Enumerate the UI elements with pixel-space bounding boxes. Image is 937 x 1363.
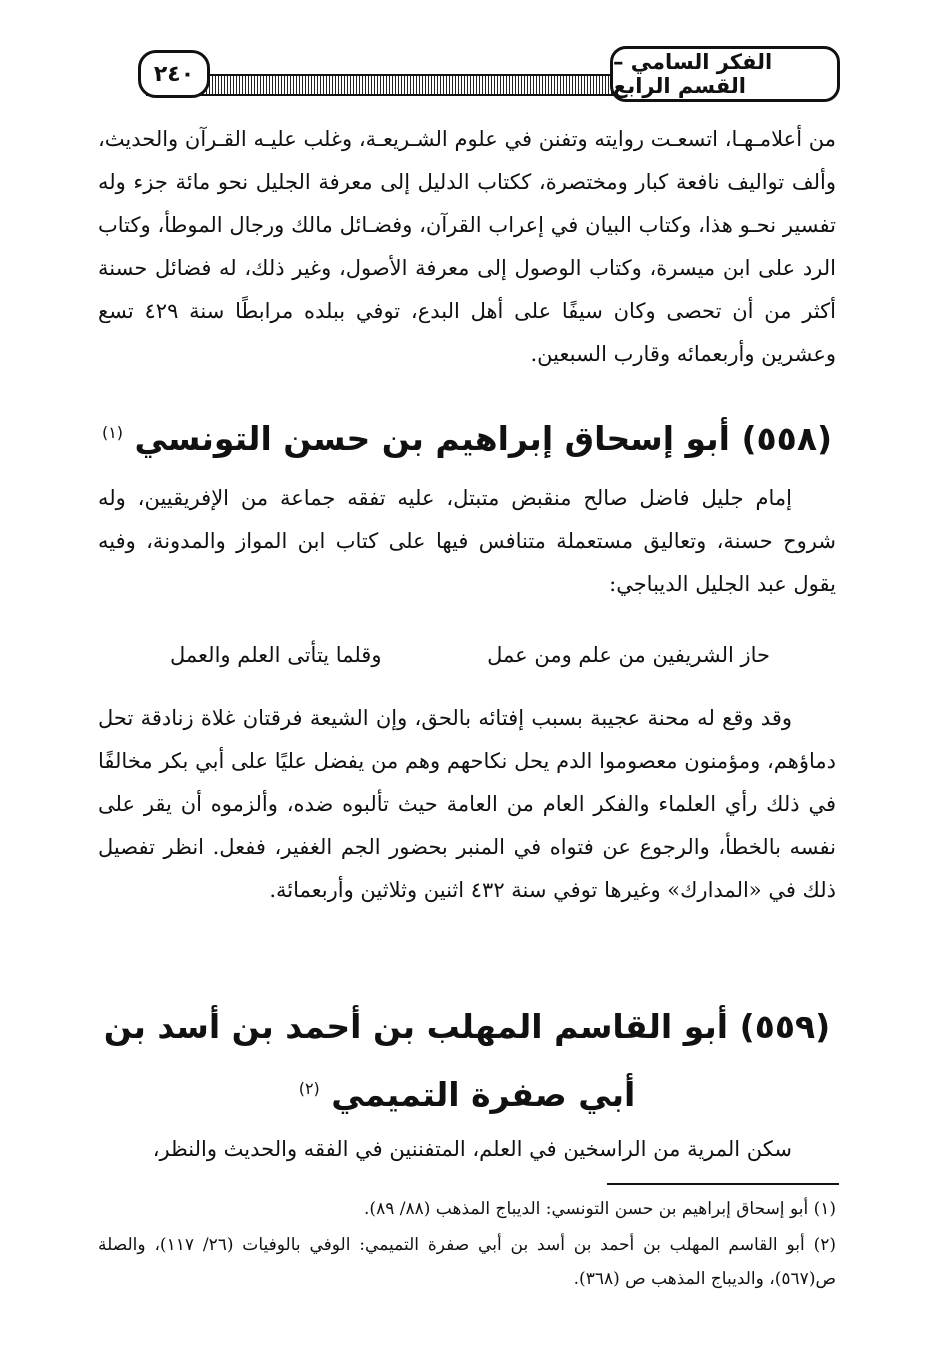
paragraph-entry-559-text: سكن المرية من الراسخين في العلم، المتفننين في الفقه والحديث والنظر، [152, 1137, 792, 1161]
paragraph-entry-558-ordeal-text: وقد وقع له محنة عجيبة بسبب إفتائه بالحق، وإن الشيعة فرقتان غلاة زنادقة تحل دماؤهم، ومؤمنون معصوموا الدم يحل نكاحهم وهم من يفضل عليًا على أبي بكر مخالفًا في ذلك رأي العلماء والفكر العام من العامة حيث تألبوه ضده، وألزموه أن يقر على نفسه بالخطأ، والرجوع عن فتواه في المنبر بحضور الجم الغفير، ففعل. انظر تفصيل ذلك في «المدارك» وغيرها توفي سنة ٤٣٢ اثنين وثلاثين وأربعمائة. [98, 706, 836, 902]
page-header [86, 46, 840, 102]
running-title-text: الفكر السامي – القسم الرابع [613, 50, 773, 98]
footnote-separator [607, 1183, 839, 1185]
entry-heading-559 [98, 996, 836, 1126]
paragraph-entry-559 [98, 1128, 836, 1171]
paragraph-entry-558 [98, 477, 836, 606]
footnote-1: (١) أبو إسحاق إبراهيم بن حسن التونسي: الديباج المذهب (٨٨/ ٨٩). [364, 1199, 836, 1219]
page-number-text: ٢٤٠ [153, 61, 195, 87]
page-number [138, 50, 210, 98]
running-title [610, 46, 840, 102]
paragraph-continuation: من أعلامـهـا، اتسعـت روايته وتفنن في علوم الشـريعـة، وغلب عليـه القـرآن والحديث، وألف تواليف نافعة كبار ومختصرة، ككتاب الدليل إلى معرفة الجليل نحو مائة جزء وله تفسير نحـو هذا، وكتاب البيان في إعراب القرآن، وفضـائل مالك ورجال الموطأ، وكتاب الرد على ابن ميسرة، وكتاب الوصول إلى معرفة الأصول، وغير ذلك، له فضائل حسنة أكثر من أن تحصى وكان سيفًا على أهل البدع، توفي ببلده مرابطًا سنة ٤٢٩ تسع وعشرين وأربعمائه وقارب السبعين. [98, 127, 836, 366]
paragraph-entry-558-ordeal [98, 697, 836, 912]
footnote-2: (٢) أبو القاسم المهلب بن أحمد بن أسد بن أبي صفرة التميمي: الوفي بالوفيات (٢٦/ ١١٧)، والصلة ص(٥٦٧)، والديباج المذهب ص (٣٦٨). [98, 1235, 836, 1289]
footnotes [98, 1192, 836, 1298]
entry-heading-559-text: (٥٥٩) أبو القاسم المهلب بن أحمد بن أسد بن أبي صفرة التميمي [103, 1007, 831, 1114]
verse-hemistich-second: وقلما يتأتى العلم والعمل [170, 643, 382, 667]
verse-hemistich-first: حاز الشريفين من علم ومن عمل [487, 643, 770, 667]
entry-heading-558 [98, 408, 836, 464]
footnote-ref-1: (١) [101, 423, 124, 442]
entry-heading-558-text: (٥٥٨) أبو إسحاق إبراهيم بن حسن التونسي [134, 419, 833, 458]
paragraph-entry-558-text: إمام جليل فاضل صالح منقبض متبتل، عليه تفقه جماعة من الإفريقيين، وله شروح حسنة، وتعاليق مستعملة متنافس فيها على كتاب ابن المواز والمدونة، وفيه يقول عبد الجليل الديباجي: [98, 486, 836, 596]
verse-line [170, 633, 770, 677]
footnote-ref-2: (٢) [298, 1079, 320, 1098]
